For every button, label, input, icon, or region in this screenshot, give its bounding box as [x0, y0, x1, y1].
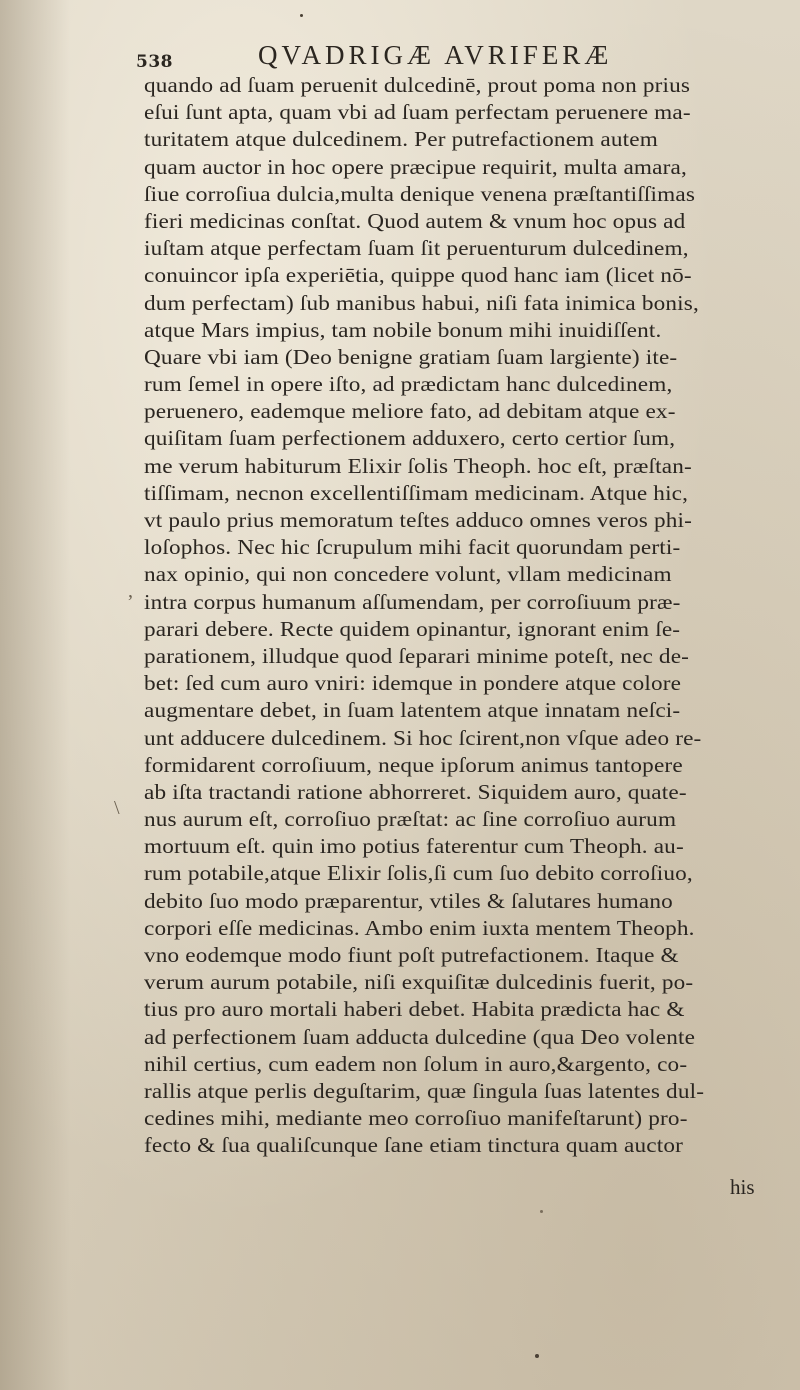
body-text: [144, 72, 772, 1160]
text-line: debito ſuo modo præparentur, vtiles & ſalutares humano: [144, 888, 673, 913]
catchword: his: [730, 1175, 755, 1199]
text-line: corpori eſſe medicinas. Ambo enim iuxta mentem Theoph.: [144, 915, 695, 940]
ink-speck: [535, 1354, 539, 1358]
page-number: 538: [136, 52, 173, 72]
text-line: tius pro auro mortali haberi debet. Habita prædicta hac &: [144, 997, 685, 1022]
text-line: augmentare debet, in ſuam latentem atque innatam neſci-: [144, 698, 681, 723]
text-line: dum perfectam) ſub manibus habui, niſi fata inimica bonis,: [144, 290, 699, 315]
text-line: eſui ſunt apta, quam vbi ad ſuam perfectam peruenere ma-: [144, 100, 691, 125]
text-line: tiſſimam, necnon excellentiſſimam medicinam. Atque hic,: [144, 480, 689, 505]
margin-slash-mark: \: [114, 797, 120, 819]
text-line: me verum habiturum Elixir ſolis Theoph. hoc eſt, præſtan-: [144, 453, 692, 478]
text-line: rum potabile,atque Elixir ſolis,ſi cum ſuo debito corroſiuo,: [144, 861, 693, 886]
text-line: vt paulo prius memoratum teſtes adduco omnes veros phi-: [144, 508, 693, 532]
text-line: ab iſta tractandi ratione abhorreret. Siquidem auro, quate-: [144, 779, 687, 804]
text-line: quam auctor in hoc opere præcipue requirit, multa amara,: [144, 154, 687, 179]
text-line: Quare vbi iam (Deo benigne gratiam ſuam largiente) ite-: [144, 344, 678, 369]
text-line: nax opinio, qui non concedere volunt, vllam medicinam: [144, 562, 672, 587]
page-header: [128, 34, 768, 74]
text-line: loſophos. Nec hic ſcrupulum mihi facit quorundam perti-: [144, 535, 681, 560]
text-line: cedines mihi, mediante meo corroſiuo manifeſtarunt) pro-: [144, 1106, 688, 1131]
text-line: peruenero, eademque meliore fato, ad debitam atque ex-: [144, 399, 676, 424]
text-line: mortuum eſt. quin imo potius faterentur cum Theoph. au-: [144, 834, 684, 859]
text-line: iuſtam atque perfectam ſuam ſit peruenturum dulcedinem,: [144, 236, 689, 261]
text-line: formidarent corroſiuum, neque ipſorum animus tantopere: [144, 752, 683, 777]
text-line: ad perfectionem ſuam adducta dulcedine (qua Deo volente: [144, 1024, 696, 1049]
text-line: parationem, illudque quod ſeparari minime poteſt, nec de-: [144, 643, 690, 668]
text-line: unt adducere dulcedinem. Si hoc ſcirent,non vſque adeo re-: [144, 725, 702, 750]
text-line: ſiue corroſiua dulcia,multa denique venena præſtantiſſimas: [144, 181, 696, 206]
text-line: bet: ſed cum auro vniri: idemque in pondere atque colore: [144, 671, 682, 696]
text-line: rum ſemel in opere iſto, ad prædictam hanc dulcedinem,: [144, 372, 673, 397]
text-line: turitatem atque dulcedinem. Per putrefactionem autem: [144, 127, 658, 152]
text-line: fieri medicinas conſtat. Quod autem & vnum hoc opus ad: [144, 208, 686, 233]
text-line: intra corpus humanum aſſumendam, per corroſiuum præ-: [144, 589, 681, 614]
text-line: quiſitam ſuam perfectionem adduxero, certo certior ſum,: [144, 426, 676, 451]
margin-comma-mark: ,: [128, 580, 133, 602]
text-line: conuincor ipſa experiētia, quippe quod hanc iam (licet nō-: [144, 263, 692, 288]
text-line: nus aurum eſt, corroſiuo præſtat: ac ſine corroſiuo aurum: [144, 807, 677, 832]
ink-speck: [300, 14, 303, 17]
text-line: verum aurum potabile, niſi exquiſitæ dulcedinis fuerit, po-: [144, 970, 694, 995]
text-line: nihil certius, cum eadem non ſolum in auro,&argento, co-: [144, 1051, 688, 1076]
text-line: parari debere. Recte quidem opinantur, ignorant enim ſe-: [144, 616, 681, 641]
running-head: QVADRIGÆ AVRIFERÆ: [258, 40, 613, 70]
text-line: fecto & ſua qualiſcunque ſane etiam tinctura quam auctor: [144, 1133, 684, 1158]
text-line: rallis atque perlis deguſtarim, quæ ſingula ſuas latentes dul-: [144, 1078, 705, 1103]
text-line: quando ad ſuam peruenit dulcedinē, prout poma non prius: [144, 73, 691, 97]
gutter-shadow: [0, 0, 70, 1390]
ink-speck: [540, 1210, 543, 1213]
text-line: atque Mars impius, tam nobile bonum mihi inuidiſſent.: [144, 317, 662, 342]
text-line: vno eodemque modo fiunt poſt putrefactionem. Itaque &: [144, 943, 679, 967]
